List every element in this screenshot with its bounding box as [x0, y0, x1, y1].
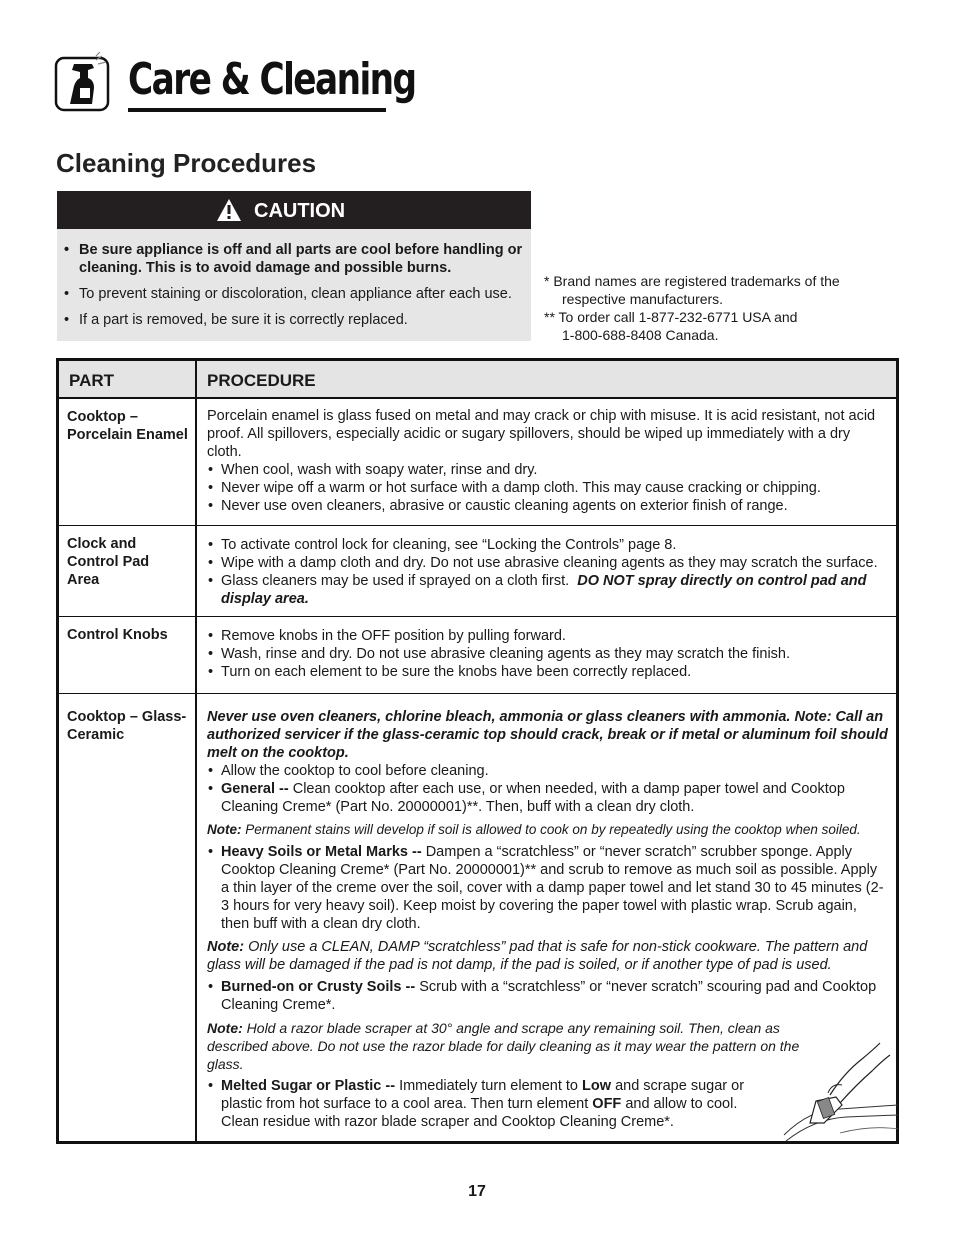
column-header-part: PART: [58, 360, 197, 399]
title-underline: [128, 108, 386, 112]
procedure-cell: [196, 398, 898, 526]
list-item: • Allow the cooktop to cool before cleaning.: [207, 762, 888, 780]
caution-header: [57, 191, 531, 229]
page-number: 17: [468, 1183, 486, 1200]
item-label: Burned-on or Crusty Soils --: [221, 979, 416, 995]
order-note: ** To order call 1-877-232-6771 USA and: [544, 309, 798, 325]
procedure-cell: [196, 526, 898, 617]
trademark-note: * Brand names are registered trademarks of the respective manufacturers.: [544, 273, 840, 307]
item-label: Heavy Soils or Metal Marks --: [221, 844, 422, 860]
list-item: [207, 572, 888, 608]
item-text: and allow to cool. Clean residue with razor blade scraper and Cooktop Cleaning Creme*.: [221, 1096, 738, 1130]
caution-box: [57, 191, 531, 341]
list-item: • When cool, wash with soapy water, rinse and dry.: [207, 461, 888, 479]
spray-bottle-icon: [54, 52, 112, 112]
note-text: Hold a razor blade scraper at 30° angle and scrape any remaining soil. Then, clean as described above. Do not use the razor blade for daily cleaning as it may wear the pattern on the glass.: [207, 1020, 800, 1072]
part-cell: Clock and Control Pad Area: [58, 526, 197, 617]
caution-item: • Be sure appliance is off and all parts are cool before handling or cleaning. This is to avoid damage and possible burns.: [57, 241, 531, 277]
list-item: • To activate control lock for cleaning, see “Locking the Controls” page 8.: [207, 536, 888, 554]
part-cell: Cooktop – Porcelain Enamel: [58, 398, 197, 526]
note-label: Note:: [207, 939, 245, 955]
caution-list: [57, 229, 531, 329]
emphasis-text: DO NOT spray directly on control pad and display area.: [221, 573, 867, 607]
item-text: Scrub with a “scratchless” or “never scratch” scouring pad and Cooktop Cleaning Creme*.: [221, 979, 877, 1013]
setting-off: OFF: [592, 1096, 622, 1112]
table-row: [58, 694, 898, 1143]
caution-item: • To prevent staining or discoloration, clean appliance after each use.: [57, 285, 531, 303]
list-item: • Wash, rinse and dry. Do not use abrasive cleaning agents as they may scratch the finish.: [207, 645, 888, 663]
note: [207, 938, 888, 974]
part-cell: Control Knobs: [58, 617, 197, 694]
column-header-procedure: PROCEDURE: [196, 360, 898, 399]
item-text: Clean cooktop after each use, or when needed, with a damp paper towel and Cooktop Cleaning Creme* (Part No. 20000001)**. Then, buff with a clean dry cloth.: [221, 781, 845, 815]
list-item: • Never wipe off a warm or hot surface with a damp cloth. This may cause cracking or chipping.: [207, 479, 888, 497]
item-label: General --: [221, 781, 289, 797]
procedure-cell: [196, 617, 898, 694]
list-item: • Wipe with a damp cloth and dry. Do not use abrasive cleaning agents as they may scratch the surface.: [207, 554, 888, 572]
item-text: Dampen a “scratchless” or “never scratch” scrubber sponge. Apply Cooktop Cleaning Creme* (Part No. 20000001)** and scrub to remove as much soil as possible. Apply a thin layer of the creme over the soil, cover with a damp paper towel and let stand 30 to 45 minutes (2-3 hours for very heavy soil). Keep moist by covering the paper towel with plastic wrap. Scrub again, then buff with a clean dry cloth.: [221, 844, 884, 932]
order-note-phone: 1-800-688-8408 Canada.: [562, 327, 719, 343]
list-item: • Turn on each element to be sure the knobs have been correctly replaced.: [207, 663, 888, 681]
glass-warning: Never use oven cleaners, chlorine bleach, ammonia or glass cleaners with ammonia. Note: Call an authorized servicer if the glass-ceramic top should crack, break or if metal or aluminum foil should melt on the cooktop.: [207, 709, 888, 761]
list-item: [207, 978, 888, 1014]
razor-scraper-illustration: [780, 1039, 898, 1147]
setting-low: Low: [582, 1078, 612, 1094]
section-title: Cleaning Procedures: [56, 148, 317, 178]
item-text: and scrape sugar or plastic from hot surface to a cool area. Then turn element: [221, 1078, 745, 1112]
list-item: • Remove knobs in the OFF position by pulling forward.: [207, 627, 888, 645]
list-item: • Never use oven cleaners, abrasive or caustic cleaning agents on exterior finish of range.: [207, 497, 888, 515]
item-label: Melted Sugar or Plastic --: [221, 1078, 396, 1094]
list-item: [207, 843, 888, 933]
note-text: Only use a CLEAN, DAMP “scratchless” pad that is safe for non-stick cookware. The pattern and glass will be damaged if the pad is not damp, if the pad is soiled, or if another type of pad is used.: [207, 939, 868, 973]
item-text: Immediately turn element to: [399, 1078, 578, 1094]
note-label: Note:: [207, 1020, 243, 1036]
page-title: Care & Cleaning: [128, 54, 416, 105]
note-label: Note:: [207, 822, 242, 837]
note-text: Permanent stains will develop if soil is allowed to cook on by repeatedly using the cooktop when soiled.: [245, 822, 861, 837]
procedure-cell: [196, 694, 898, 1143]
list-item-text: Glass cleaners may be used if sprayed on a cloth first.: [221, 573, 570, 589]
warning-triangle-icon: [216, 198, 242, 222]
table-row: [58, 398, 898, 526]
caution-label: CAUTION: [254, 200, 346, 222]
footnotes: [544, 272, 904, 344]
list-item: [207, 780, 888, 816]
part-cell: Cooktop – Glass-Ceramic: [58, 694, 197, 1143]
table-row: [58, 526, 898, 617]
procedures-table: [56, 358, 899, 1144]
caution-item: • If a part is removed, be sure it is correctly replaced.: [57, 311, 531, 329]
table-row: [58, 617, 898, 694]
procedure-intro: Porcelain enamel is glass fused on metal and may crack or chip with misuse. It is acid resistant, not acid proof. All spillovers, especially acidic or sugary spillovers, should be wiped up immediately with a dry cloth.: [207, 408, 876, 460]
note: [207, 821, 888, 839]
